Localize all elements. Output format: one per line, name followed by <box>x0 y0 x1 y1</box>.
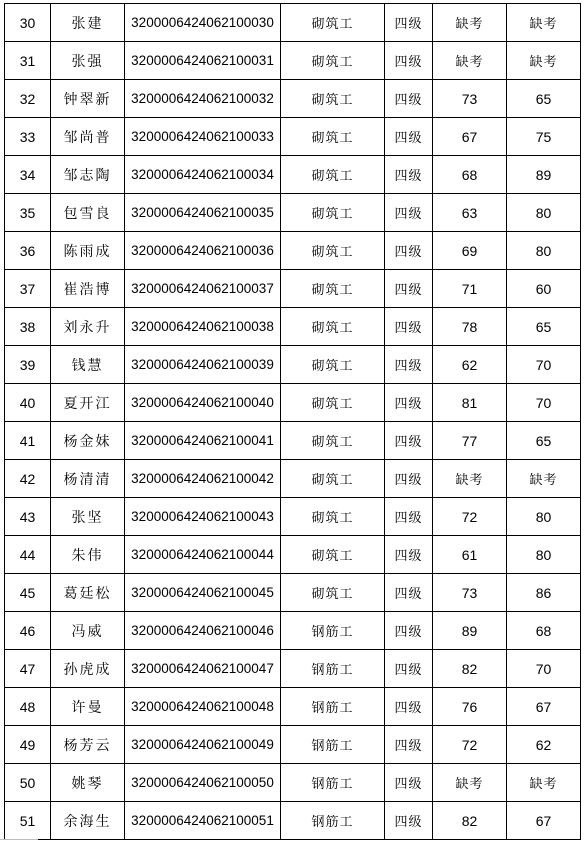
candidate-name: 孙虎成 <box>51 650 125 688</box>
practical-score: 70 <box>507 346 581 384</box>
practical-score: 80 <box>507 498 581 536</box>
practical-score: 缺考 <box>507 42 581 80</box>
practical-score: 缺考 <box>507 460 581 498</box>
candidate-id: 3200006424062100045 <box>125 574 281 612</box>
row-number: 37 <box>5 270 51 308</box>
candidate-id: 3200006424062100033 <box>125 118 281 156</box>
table-row <box>5 42 581 80</box>
practical-score: 70 <box>507 650 581 688</box>
skill-level: 四级 <box>385 726 433 764</box>
theory-score: 67 <box>433 118 507 156</box>
row-number: 50 <box>5 764 51 802</box>
table-row <box>5 574 581 612</box>
row-number: 41 <box>5 422 51 460</box>
table-row <box>5 156 581 194</box>
theory-score: 73 <box>433 80 507 118</box>
row-number: 31 <box>5 42 51 80</box>
table-row <box>5 4 581 42</box>
theory-score: 78 <box>433 308 507 346</box>
job-title: 砌筑工 <box>281 384 385 422</box>
practical-score: 86 <box>507 574 581 612</box>
candidate-id: 3200006424062100048 <box>125 688 281 726</box>
skill-level: 四级 <box>385 118 433 156</box>
candidate-id: 3200006424062100036 <box>125 232 281 270</box>
table-row <box>5 308 581 346</box>
practical-score: 62 <box>507 726 581 764</box>
skill-level: 四级 <box>385 612 433 650</box>
skill-level: 四级 <box>385 498 433 536</box>
theory-score: 62 <box>433 346 507 384</box>
candidate-id: 3200006424062100031 <box>125 42 281 80</box>
job-title: 钢筋工 <box>281 688 385 726</box>
candidate-name: 朱伟 <box>51 536 125 574</box>
candidate-id: 3200006424062100030 <box>125 4 281 42</box>
table-row <box>5 346 581 384</box>
job-title: 砌筑工 <box>281 536 385 574</box>
job-title: 砌筑工 <box>281 498 385 536</box>
candidate-name: 邹尚普 <box>51 118 125 156</box>
candidate-id: 3200006424062100040 <box>125 384 281 422</box>
row-number: 49 <box>5 726 51 764</box>
practical-score: 68 <box>507 612 581 650</box>
candidate-name: 包雪良 <box>51 194 125 232</box>
skill-level: 四级 <box>385 650 433 688</box>
candidate-name: 钟翠新 <box>51 80 125 118</box>
job-title: 砌筑工 <box>281 460 385 498</box>
table-row <box>5 726 581 764</box>
candidate-id: 3200006424062100043 <box>125 498 281 536</box>
skill-level: 四级 <box>385 460 433 498</box>
skill-level: 四级 <box>385 536 433 574</box>
practical-score: 89 <box>507 156 581 194</box>
theory-score: 76 <box>433 688 507 726</box>
job-title: 钢筋工 <box>281 650 385 688</box>
row-number: 43 <box>5 498 51 536</box>
table-row <box>5 688 581 726</box>
skill-level: 四级 <box>385 688 433 726</box>
page-edge-mark <box>0 839 38 844</box>
job-title: 砌筑工 <box>281 4 385 42</box>
row-number: 33 <box>5 118 51 156</box>
candidate-id: 3200006424062100041 <box>125 422 281 460</box>
job-title: 砌筑工 <box>281 308 385 346</box>
theory-score: 72 <box>433 726 507 764</box>
skill-level: 四级 <box>385 42 433 80</box>
skill-level: 四级 <box>385 156 433 194</box>
theory-score: 63 <box>433 194 507 232</box>
theory-score: 71 <box>433 270 507 308</box>
job-title: 砌筑工 <box>281 118 385 156</box>
row-number: 38 <box>5 308 51 346</box>
row-number: 46 <box>5 612 51 650</box>
candidate-name: 葛廷松 <box>51 574 125 612</box>
practical-score: 80 <box>507 232 581 270</box>
theory-score: 82 <box>433 650 507 688</box>
theory-score: 72 <box>433 498 507 536</box>
skill-level: 四级 <box>385 384 433 422</box>
candidate-name: 张建 <box>51 4 125 42</box>
candidate-name: 杨金妹 <box>51 422 125 460</box>
table-row <box>5 118 581 156</box>
row-number: 36 <box>5 232 51 270</box>
table-row <box>5 384 581 422</box>
table-body <box>5 4 581 840</box>
job-title: 砌筑工 <box>281 156 385 194</box>
theory-score: 缺考 <box>433 4 507 42</box>
practical-score: 缺考 <box>507 4 581 42</box>
table-row <box>5 802 581 840</box>
practical-score: 80 <box>507 536 581 574</box>
practical-score: 70 <box>507 384 581 422</box>
theory-score: 68 <box>433 156 507 194</box>
table-row <box>5 460 581 498</box>
job-title: 砌筑工 <box>281 270 385 308</box>
table-row <box>5 422 581 460</box>
skill-level: 四级 <box>385 764 433 802</box>
candidate-id: 3200006424062100038 <box>125 308 281 346</box>
job-title: 钢筋工 <box>281 612 385 650</box>
job-title: 砌筑工 <box>281 194 385 232</box>
candidate-name: 杨清清 <box>51 460 125 498</box>
table-row <box>5 650 581 688</box>
candidate-name: 张坚 <box>51 498 125 536</box>
theory-score: 77 <box>433 422 507 460</box>
practical-score: 65 <box>507 80 581 118</box>
practical-score: 缺考 <box>507 764 581 802</box>
row-number: 40 <box>5 384 51 422</box>
table-row <box>5 232 581 270</box>
theory-score: 缺考 <box>433 764 507 802</box>
skill-level: 四级 <box>385 270 433 308</box>
candidate-id: 3200006424062100042 <box>125 460 281 498</box>
table-row <box>5 612 581 650</box>
row-number: 48 <box>5 688 51 726</box>
job-title: 钢筋工 <box>281 802 385 840</box>
table-row <box>5 194 581 232</box>
candidate-name: 崔浩博 <box>51 270 125 308</box>
theory-score: 缺考 <box>433 460 507 498</box>
theory-score: 缺考 <box>433 42 507 80</box>
row-number: 51 <box>5 802 51 840</box>
candidate-name: 杨芳云 <box>51 726 125 764</box>
skill-level: 四级 <box>385 80 433 118</box>
candidate-name: 夏开江 <box>51 384 125 422</box>
candidate-name: 冯威 <box>51 612 125 650</box>
candidate-name: 张强 <box>51 42 125 80</box>
skill-level: 四级 <box>385 308 433 346</box>
row-number: 39 <box>5 346 51 384</box>
practical-score: 65 <box>507 308 581 346</box>
row-number: 44 <box>5 536 51 574</box>
skill-level: 四级 <box>385 574 433 612</box>
skill-level: 四级 <box>385 194 433 232</box>
skill-level: 四级 <box>385 346 433 384</box>
candidate-id: 3200006424062100034 <box>125 156 281 194</box>
score-table <box>4 3 581 840</box>
candidate-id: 3200006424062100035 <box>125 194 281 232</box>
practical-score: 65 <box>507 422 581 460</box>
skill-level: 四级 <box>385 422 433 460</box>
table-row <box>5 498 581 536</box>
row-number: 35 <box>5 194 51 232</box>
candidate-id: 3200006424062100047 <box>125 650 281 688</box>
job-title: 砌筑工 <box>281 422 385 460</box>
candidate-id: 3200006424062100032 <box>125 80 281 118</box>
table-row <box>5 270 581 308</box>
table-row <box>5 80 581 118</box>
theory-score: 89 <box>433 612 507 650</box>
candidate-name: 刘永升 <box>51 308 125 346</box>
candidate-name: 陈雨成 <box>51 232 125 270</box>
row-number: 30 <box>5 4 51 42</box>
table-row <box>5 764 581 802</box>
candidate-name: 邹志陶 <box>51 156 125 194</box>
theory-score: 61 <box>433 536 507 574</box>
theory-score: 81 <box>433 384 507 422</box>
candidate-name: 钱慧 <box>51 346 125 384</box>
theory-score: 69 <box>433 232 507 270</box>
candidate-id: 3200006424062100051 <box>125 802 281 840</box>
theory-score: 82 <box>433 802 507 840</box>
candidate-name: 姚琴 <box>51 764 125 802</box>
practical-score: 60 <box>507 270 581 308</box>
job-title: 砌筑工 <box>281 346 385 384</box>
table-row <box>5 536 581 574</box>
candidate-id: 3200006424062100049 <box>125 726 281 764</box>
candidate-name: 许曼 <box>51 688 125 726</box>
job-title: 钢筋工 <box>281 726 385 764</box>
job-title: 砌筑工 <box>281 42 385 80</box>
practical-score: 75 <box>507 118 581 156</box>
candidate-name: 余海生 <box>51 802 125 840</box>
job-title: 钢筋工 <box>281 764 385 802</box>
candidate-id: 3200006424062100046 <box>125 612 281 650</box>
row-number: 32 <box>5 80 51 118</box>
row-number: 34 <box>5 156 51 194</box>
row-number: 47 <box>5 650 51 688</box>
job-title: 砌筑工 <box>281 232 385 270</box>
row-number: 42 <box>5 460 51 498</box>
candidate-id: 3200006424062100044 <box>125 536 281 574</box>
candidate-id: 3200006424062100050 <box>125 764 281 802</box>
job-title: 砌筑工 <box>281 80 385 118</box>
practical-score: 80 <box>507 194 581 232</box>
skill-level: 四级 <box>385 802 433 840</box>
row-number: 45 <box>5 574 51 612</box>
candidate-id: 3200006424062100037 <box>125 270 281 308</box>
practical-score: 67 <box>507 802 581 840</box>
skill-level: 四级 <box>385 4 433 42</box>
skill-level: 四级 <box>385 232 433 270</box>
theory-score: 73 <box>433 574 507 612</box>
job-title: 砌筑工 <box>281 574 385 612</box>
candidate-id: 3200006424062100039 <box>125 346 281 384</box>
practical-score: 67 <box>507 688 581 726</box>
